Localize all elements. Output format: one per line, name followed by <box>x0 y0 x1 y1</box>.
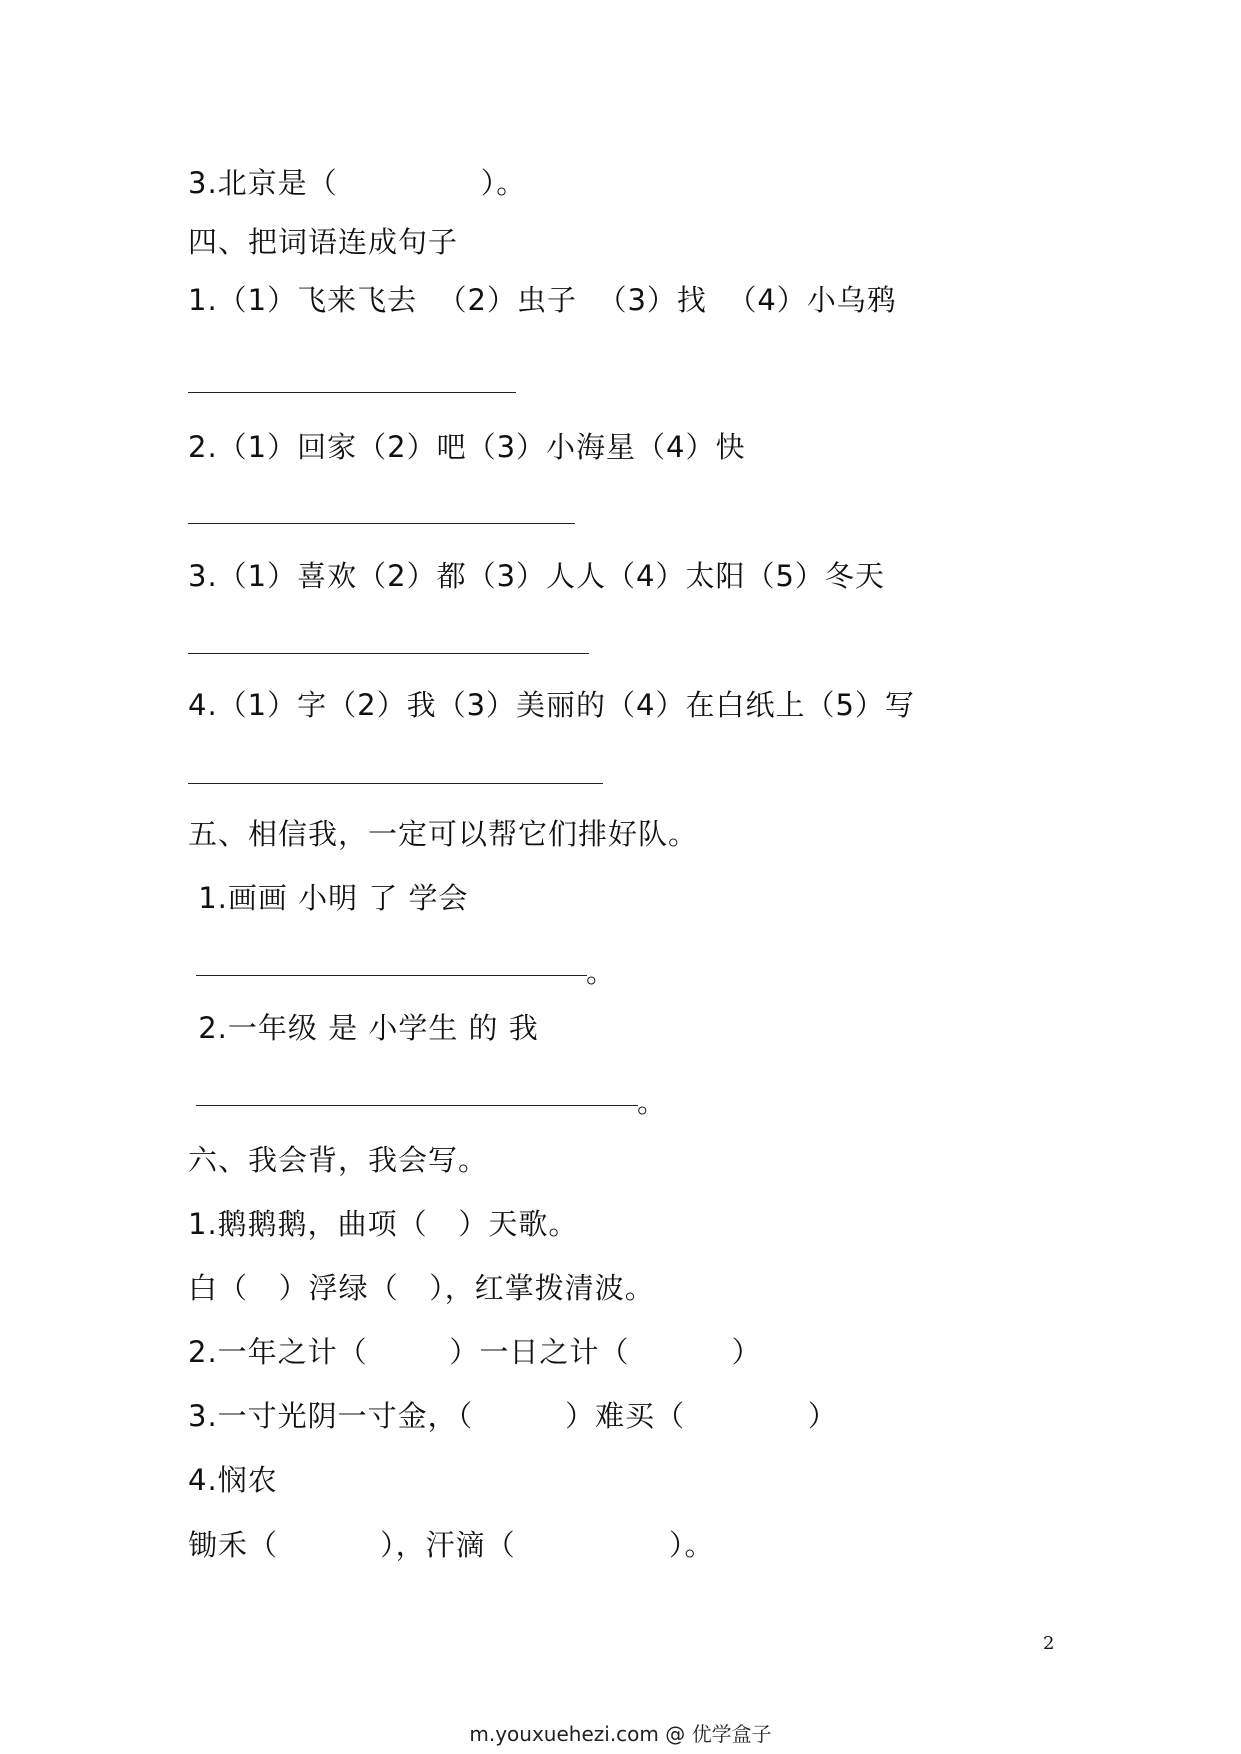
answer-line-4-4[interactable] <box>188 783 603 784</box>
section-6-item-1a: 1.鹅鹅鹅，曲项（ ）天歌。 <box>188 1207 579 1241</box>
section-4-item-3: 3.（1）喜欢（2）都（3）人人（4）太阳（5）冬天 <box>188 559 885 593</box>
section-6-item-1b: 白（ ）浮绿（ ），红掌拨清波。 <box>188 1271 655 1305</box>
period-mark: 。 <box>586 955 616 989</box>
section-4-item-2: 2.（1）回家（2）吧（3）小海星（4）快 <box>188 430 746 464</box>
section-4-item-4: 4.（1）字（2）我（3）美丽的（4）在白纸上（5）写 <box>188 688 915 722</box>
section-5-item-1: 1.画画 小明 了 学会 <box>188 881 469 915</box>
section-4-title: 四、把词语连成句子 <box>188 225 459 259</box>
footer-watermark: m.youxuehezi.com @ 优学盒子 <box>469 1722 772 1746</box>
page-number: 2 <box>1043 1633 1055 1654</box>
section-4-item-1: 1.（1）飞来飞去 （2）虫子 （3）找 （4）小乌鸦 <box>188 283 897 317</box>
answer-line-5-1[interactable] <box>196 975 587 976</box>
section-6-item-4-poem: 锄禾（ ），汗滴（ ）。 <box>188 1528 715 1562</box>
section-6-title: 六、我会背，我会写。 <box>188 1143 489 1177</box>
section-6-item-4-title: 4.悯农 <box>188 1463 278 1497</box>
section-6-item-2: 2.一年之计（ ）一日之计（ ） <box>188 1335 762 1369</box>
period-mark: 。 <box>637 1085 667 1119</box>
answer-line-4-2[interactable] <box>188 523 575 524</box>
answer-line-4-3[interactable] <box>188 653 589 654</box>
section-6-item-3: 3.一寸光阴一寸金，（ ）难买（ ） <box>188 1399 838 1433</box>
answer-line-5-2[interactable] <box>196 1105 638 1106</box>
section-5-title: 五、相信我，一定可以帮它们排好队。 <box>188 817 699 851</box>
section-5-item-2: 2.一年级 是 小学生 的 我 <box>188 1011 539 1045</box>
answer-line-4-1[interactable] <box>188 392 516 393</box>
question-3-beijing: 3.北京是（ ）。 <box>188 166 527 200</box>
